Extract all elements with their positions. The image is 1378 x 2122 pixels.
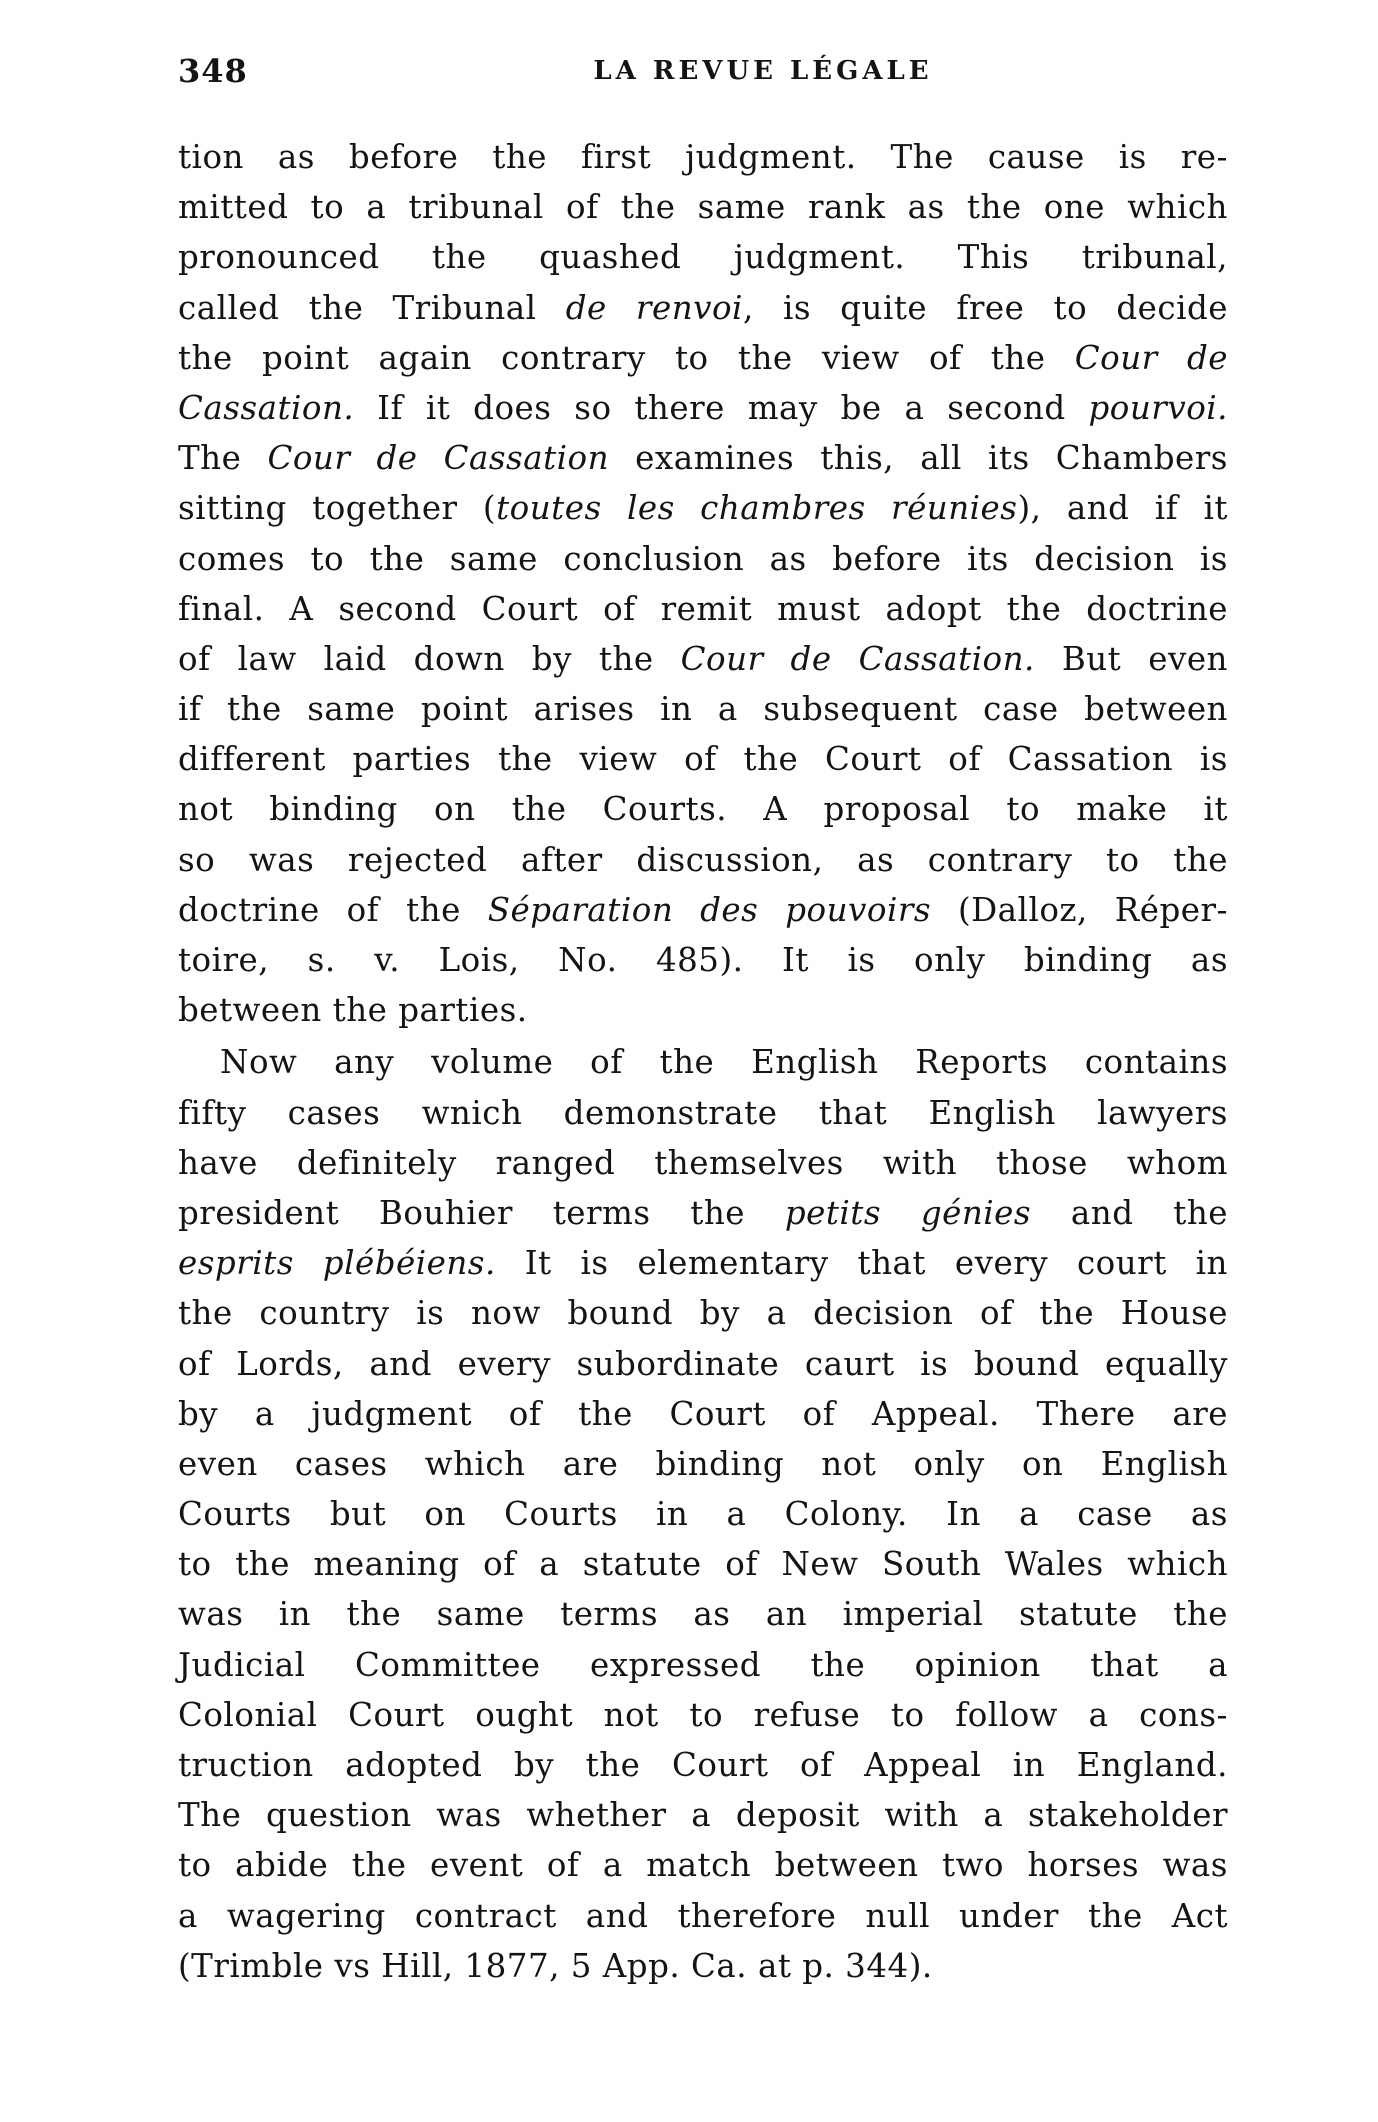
text-segment: a wagering contract and therefore null under the Act: [178, 1896, 1228, 1935]
text-line: [178, 584, 1228, 634]
paragraph: [178, 132, 1228, 1035]
text-segment: was in the same terms as an imperial statute the: [178, 1595, 1228, 1634]
text-segment: pronounced the quashed judgment. This tribunal,: [178, 238, 1228, 277]
text-line: [178, 1640, 1228, 1690]
text-segment: The: [178, 439, 268, 478]
text-line: [178, 1740, 1228, 1790]
italic-term: petits génies: [784, 1193, 1032, 1232]
text-segment: (Trimble vs Hill, 1877, 5 App. Ca. at p. 344).: [178, 1946, 933, 1985]
text-segment: even cases which are binding not only on English: [178, 1444, 1228, 1483]
text-line: [178, 132, 1228, 182]
italic-term: Séparation des pouvoirs: [487, 890, 932, 929]
text-line: [178, 885, 1228, 935]
text-segment: examines this, all its Chambers: [609, 439, 1228, 478]
text-line: [178, 935, 1228, 985]
italic-term: pourvoi.: [1088, 388, 1228, 427]
text-segment: between the parties.: [178, 991, 528, 1030]
text-line: [178, 383, 1228, 433]
text-line: [178, 433, 1228, 483]
text-segment: of law laid down by the: [178, 639, 681, 678]
text-line: [178, 1088, 1228, 1138]
italic-term: Cour de Cassation.: [680, 639, 1035, 678]
text-line: [178, 232, 1228, 282]
text-line: [178, 333, 1228, 383]
text-segment: and the: [1031, 1193, 1229, 1232]
text-line: [178, 634, 1228, 684]
text-segment: But even: [1034, 639, 1228, 678]
text-segment: The question was whether a deposit with a stakeholder: [178, 1796, 1228, 1835]
text-segment: Courts but on Courts in a Colony. In a case as: [178, 1495, 1228, 1534]
text-line: [178, 985, 1228, 1035]
italic-term: Cassation.: [178, 388, 355, 427]
text-line: [178, 1288, 1228, 1338]
text-line: [178, 835, 1228, 885]
italic-term: toutes les chambres réunies: [496, 489, 1018, 528]
text-segment: to the meaning of a statute of New South Wales which: [178, 1545, 1228, 1584]
text-line: [178, 1840, 1228, 1890]
text-line: [178, 1439, 1228, 1489]
text-line: [178, 1339, 1228, 1389]
italic-term: de renvoi: [565, 288, 743, 327]
text-segment: to abide the event of a match between two horses was: [178, 1846, 1228, 1885]
text-segment: Now any volume of the English Reports contains: [220, 1043, 1228, 1082]
text-segment: doctrine of the: [178, 890, 488, 929]
text-line: [178, 1238, 1228, 1288]
text-line: [178, 534, 1228, 584]
text-segment: the point again contrary to the view of the: [178, 338, 1075, 377]
italic-term: Cour de Cassation: [267, 439, 610, 478]
text-segment: sitting together (: [178, 489, 497, 528]
text-segment: tion as before the first judgment. The cause is re-: [178, 138, 1228, 176]
text-line: [178, 182, 1228, 232]
text-line: [178, 1589, 1228, 1639]
text-segment: different parties the view of the Court of Cassation is: [178, 740, 1228, 779]
text-segment: mitted to a tribunal of the same rank as the one which: [178, 188, 1228, 227]
text-line: [178, 1037, 1228, 1087]
text-column: [178, 132, 1228, 1991]
text-segment: called the Tribunal: [178, 288, 566, 327]
text-segment: if the same point arises in a subsequent case between: [178, 690, 1228, 729]
text-segment: not binding on the Courts. A proposal to make it: [178, 790, 1228, 829]
text-line: [178, 1389, 1228, 1439]
text-segment: have definitely ranged themselves with those whom: [178, 1143, 1228, 1182]
text-segment: (Dalloz, Réper-: [931, 890, 1229, 929]
page-number: 348: [178, 52, 248, 90]
text-segment: by a judgment of the Court of Appeal. There are: [178, 1394, 1228, 1433]
text-line: [178, 283, 1228, 333]
text-segment: truction adopted by the Court of Appeal in England.: [178, 1746, 1228, 1784]
text-line: [178, 1941, 1228, 1991]
text-line: [178, 1539, 1228, 1589]
text-line: [178, 1891, 1228, 1941]
text-line: [178, 1489, 1228, 1539]
running-title: LA REVUE LÉGALE: [593, 56, 933, 86]
text-line: [178, 784, 1228, 834]
text-line: [178, 1188, 1228, 1238]
text-segment: so was rejected after discussion, as contrary to the: [178, 840, 1228, 879]
running-head: [178, 52, 1228, 102]
text-segment: of Lords, and every subordinate caurt is bound equally: [178, 1344, 1228, 1383]
text-segment: Judicial Committee expressed the opinion that a: [178, 1645, 1228, 1684]
text-segment: It is elementary that every court in: [495, 1244, 1228, 1283]
text-line: [178, 1790, 1228, 1840]
text-line: [178, 483, 1228, 533]
text-segment: president Bouhier terms the: [178, 1193, 785, 1232]
text-segment: Colonial Court ought not to refuse to follow a cons-: [178, 1695, 1228, 1734]
italic-term: esprits plébéiens.: [178, 1244, 496, 1283]
text-segment: fifty cases wnich demonstrate that English lawyers: [178, 1093, 1228, 1132]
text-segment: the country is now bound by a decision of the House: [178, 1294, 1228, 1333]
text-segment: ), and if it: [1017, 489, 1228, 528]
text-line: [178, 684, 1228, 734]
text-line: [178, 1690, 1228, 1740]
text-segment: toire, s. v. Lois, No. 485). It is only binding as: [178, 941, 1228, 979]
text-segment: , is quite free to decide: [742, 288, 1229, 327]
text-segment: final. A second Court of remit must adopt the doctrine: [178, 589, 1228, 628]
text-segment: comes to the same conclusion as before its decision is: [178, 539, 1228, 578]
text-segment: If it does so there may be a second: [354, 388, 1089, 427]
text-line: [178, 734, 1228, 784]
text-line: [178, 1138, 1228, 1188]
paragraph: [178, 1037, 1228, 1991]
italic-term: Cour de: [1074, 338, 1228, 377]
